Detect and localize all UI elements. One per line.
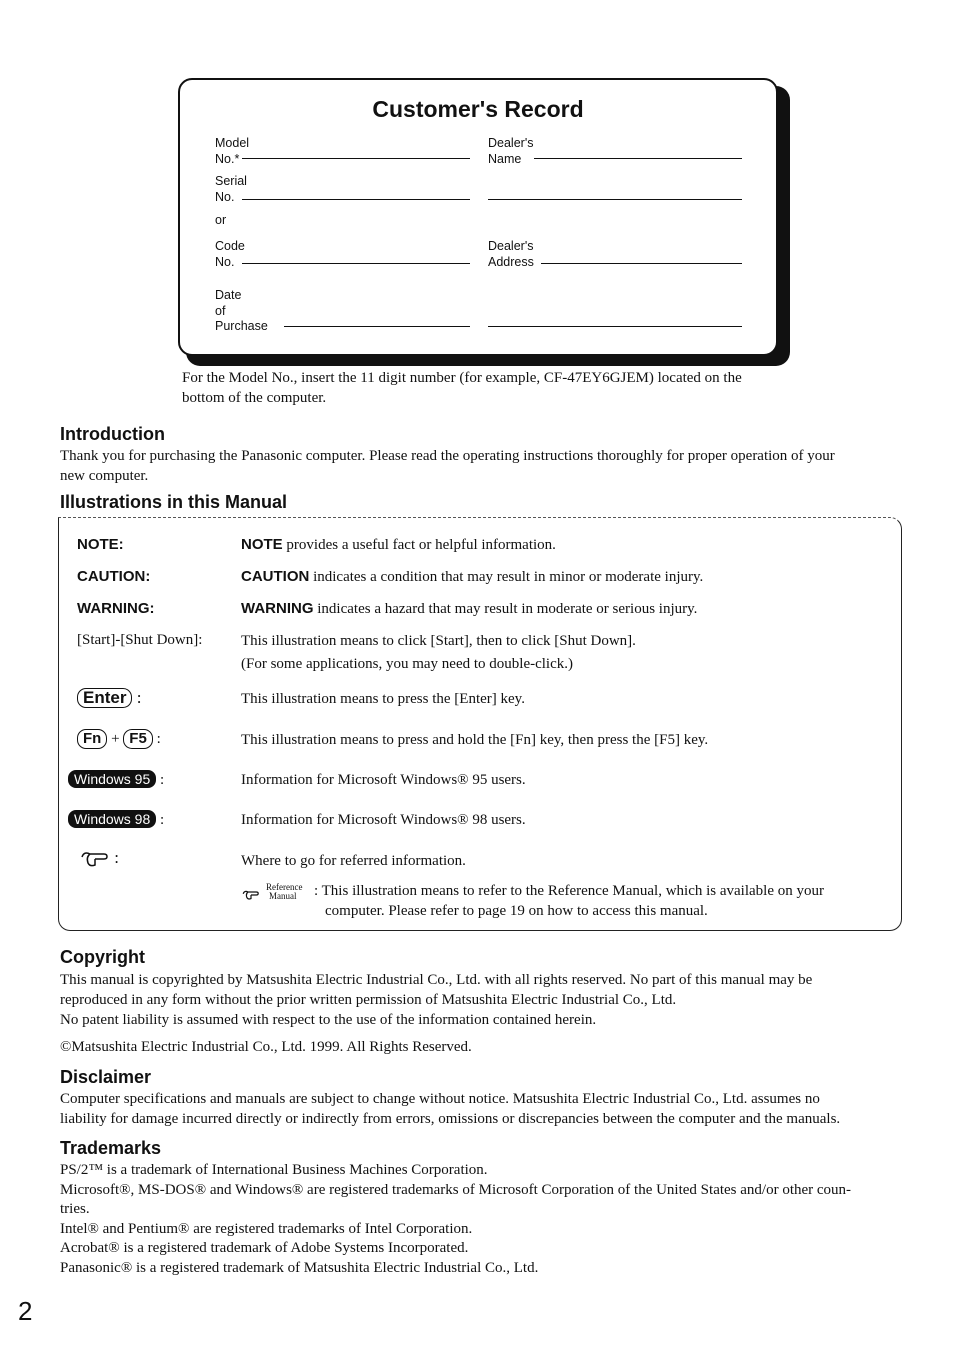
dealer-name-field-2[interactable]	[488, 199, 742, 200]
fn-key: Fn	[77, 729, 107, 749]
enter-key-illustration: Enter :	[77, 688, 141, 708]
dealer-name-label: Dealer's Name	[488, 136, 534, 166]
reference-description: Where to go for referred information.	[241, 853, 466, 869]
windows95-description: Information for Microsoft Windows® 95 users.	[241, 772, 526, 788]
trademarks-text: PS/2™ is a trademark of International Business Machines Corporation. Microsoft®, MS-DOS® and Windows® are registered trademarks of Microsoft Corporation of the United States and/or other coun- tries. Intel® and Pentium® are registered trademarks of Intel Corporation. Acrobat® is a registered trademark of Adobe Systems Incorporated. Panasonic® is a registered trademark of Matsushita Electric Industrial Co., Ltd.	[60, 1162, 852, 1276]
fn-f5-description: This illustration means to press and hold the [Fn] key, then press the [F5] key.	[241, 732, 709, 748]
fn-f5-illustration: Fn + F5 :	[77, 729, 161, 749]
code-label: Code No.	[215, 239, 245, 269]
reference-manual-tag: Reference Manual	[266, 882, 303, 901]
reference-manual-illustration	[242, 883, 312, 903]
dealer-name-field[interactable]	[534, 158, 742, 159]
introduction-text: Thank you for purchasing the Panasonic computer. Please read the operating instructions thoroughly for proper operation of your new computer.	[60, 448, 835, 484]
warning-term: WARNING:	[77, 600, 155, 617]
page-number: 2	[18, 1296, 33, 1326]
pointing-hand-icon	[80, 849, 110, 869]
reference-manual-description: : This illustration means to refer to the Reference Manual, which is available on your computer. Please refer to page 19 on how to access this manual.	[314, 883, 824, 919]
illustrations-heading: Illustrations in this Manual	[60, 492, 288, 512]
copyright-heading: Copyright	[60, 947, 145, 967]
note-term: NOTE:	[77, 536, 124, 553]
caution-description: CAUTION indicates a condition that may result in minor or moderate injury.	[241, 568, 704, 585]
introduction-heading: Introduction	[60, 424, 165, 444]
purchase-date-field[interactable]	[284, 326, 470, 327]
record-title: Customer's Record	[372, 96, 584, 122]
copyright-notice: ©Matsushita Electric Industrial Co., Ltd. 1999. All Rights Reserved.	[60, 1039, 472, 1055]
or-label: or	[215, 213, 227, 227]
serial-number-field[interactable]	[242, 199, 470, 200]
dealer-address-field[interactable]	[541, 263, 742, 264]
code-number-field[interactable]	[242, 263, 470, 264]
dealer-address-field-2[interactable]	[488, 326, 742, 327]
enter-key-description: This illustration means to press the [Enter] key.	[241, 691, 525, 707]
model-label: Model No.*	[215, 136, 250, 166]
start-shutdown-term: [Start]-[Shut Down]:	[77, 632, 203, 648]
trademarks-heading: Trademarks	[60, 1138, 162, 1158]
copyright-text: This manual is copyrighted by Matsushita Electric Industrial Co., Ltd. with all rights reserved. No part of this manual may be reproduced in any form without the prior written permission of Matsushita Electric Industrial Co., Ltd. No patent liability is assumed with respect to the use of the information contained herein.	[60, 972, 813, 1028]
f5-key: F5	[123, 729, 153, 749]
reference-illustration: :	[80, 848, 119, 869]
note-description: NOTE provides a useful fact or helpful information.	[241, 536, 556, 553]
windows95-badge: Windows 95	[68, 770, 156, 788]
model-note: For the Model No., insert the 11 digit number (for example, CF-47EY6GJEM) located on the bottom of the computer.	[182, 370, 742, 406]
start-shutdown-description: This illustration means to click [Start], then to click [Shut Down]. (For some applications, you may need to double-click.)	[241, 633, 636, 672]
windows98-illustration: Windows 98 :	[68, 810, 164, 829]
caution-term: CAUTION:	[77, 568, 151, 585]
disclaimer-text: Computer specifications and manuals are subject to change without notice. Matsushita Electric Industrial Co., Ltd. assumes no liability for damage incurred directly or indirectly from errors, omissions or discrepancies between the computer and the manuals.	[60, 1091, 841, 1127]
windows98-badge: Windows 98	[68, 810, 156, 828]
dealer-address-label: Dealer's Address	[488, 239, 534, 269]
model-number-field[interactable]	[242, 158, 470, 159]
warning-description: WARNING indicates a hazard that may result in moderate or serious injury.	[241, 600, 698, 617]
disclaimer-heading: Disclaimer	[60, 1067, 152, 1087]
enter-key: Enter	[77, 688, 132, 708]
windows98-description: Information for Microsoft Windows® 98 users.	[241, 812, 526, 828]
pointing-hand-icon-small	[242, 889, 260, 901]
serial-label: Serial No.	[215, 174, 247, 204]
windows95-illustration: Windows 95 :	[68, 770, 164, 789]
date-label: Date of Purchase	[215, 288, 268, 333]
